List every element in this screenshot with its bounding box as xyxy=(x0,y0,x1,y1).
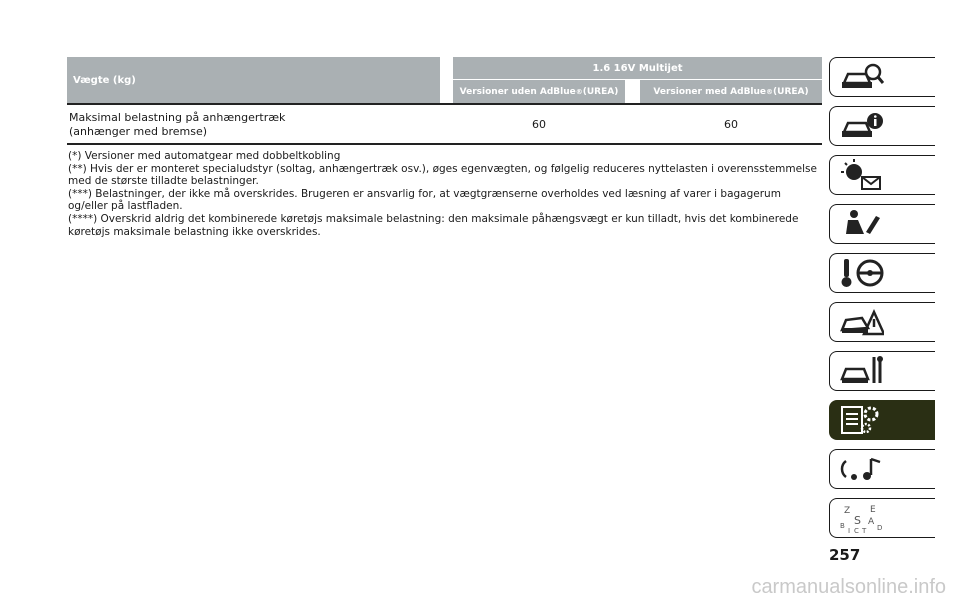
tab-multimedia[interactable] xyxy=(829,449,935,489)
tab-warning-lights[interactable] xyxy=(829,155,935,195)
tab-safety[interactable] xyxy=(829,204,935,244)
car-tools-icon xyxy=(840,355,884,387)
svg-text:A: A xyxy=(868,517,875,527)
footnote: (****) Overskrid aldrig det kombinerede køretøjs maksimale belastning: den maksimale påhængsvægt er kun tilladt, hvis det kombinerede køretøjs maksimale belastning ikke overskrides. xyxy=(68,212,799,238)
svg-text:E: E xyxy=(870,505,876,515)
tab-index[interactable] xyxy=(829,498,935,538)
warning-lights-icon xyxy=(840,159,884,191)
technical-data-icon xyxy=(840,404,884,436)
table-row xyxy=(67,105,822,143)
watermark: carmanualsonline.info xyxy=(751,576,946,598)
header-engine: 1.6 16V Multijet xyxy=(453,57,822,79)
svg-text:T: T xyxy=(862,527,867,534)
value-without-adblue: 60 xyxy=(532,118,546,131)
header-weights-label: Vægte (kg) xyxy=(67,57,440,103)
row-label: Maksimal belastning på anhængertræk (anhænger med bremse) xyxy=(69,111,286,138)
car-info-icon xyxy=(840,110,884,142)
tab-instrument-panel[interactable] xyxy=(829,106,935,146)
svg-text:S: S xyxy=(854,514,861,527)
tab-technical-data[interactable] xyxy=(829,400,935,440)
footnote: (*) Versioner med automatgear med dobbeltkobling xyxy=(68,150,341,162)
svg-text:Z: Z xyxy=(844,506,851,516)
alphabetical-index-icon xyxy=(840,502,884,534)
table-rule-bottom xyxy=(67,143,822,145)
seat-airbag-icon xyxy=(840,208,884,240)
key-steering-wheel-icon xyxy=(840,257,884,289)
footnotes xyxy=(68,150,823,238)
value-with-adblue: 60 xyxy=(724,118,738,131)
car-search-icon xyxy=(840,61,884,93)
footnote: (***) Belastninger, der ikke må overskrides. Brugeren er ansvarlig for, at vægtgrænserne overholdes ved læsning af varer i bagagerum og/eller på lastfladen. xyxy=(68,187,781,213)
tab-servicing[interactable] xyxy=(829,351,935,391)
chapter-tabs xyxy=(829,57,935,547)
weights-table xyxy=(67,57,822,145)
tab-emergency[interactable] xyxy=(829,302,935,342)
page-number: 257 xyxy=(829,546,861,564)
car-breakdown-icon xyxy=(840,306,884,338)
tab-getting-to-know[interactable] xyxy=(829,57,935,97)
tab-starting-driving[interactable] xyxy=(829,253,935,293)
svg-text:C: C xyxy=(854,527,859,534)
header-with-adblue: Versioner med AdBlue ® (UREA) xyxy=(640,80,822,103)
table-header xyxy=(67,57,822,103)
svg-text:D: D xyxy=(877,524,883,532)
header-without-adblue: Versioner uden AdBlue ® (UREA) xyxy=(453,80,625,103)
multimedia-icon xyxy=(840,453,884,485)
svg-text:B: B xyxy=(840,522,845,530)
footnote: (**) Hvis der er monteret specialudstyr (soltag, anhængertræk osv.), øges egenvægten, og følgelig reduceres nyttelasten i overensstemmelse med de største tilladte belastninger. xyxy=(68,162,817,188)
svg-text:I: I xyxy=(848,527,851,534)
